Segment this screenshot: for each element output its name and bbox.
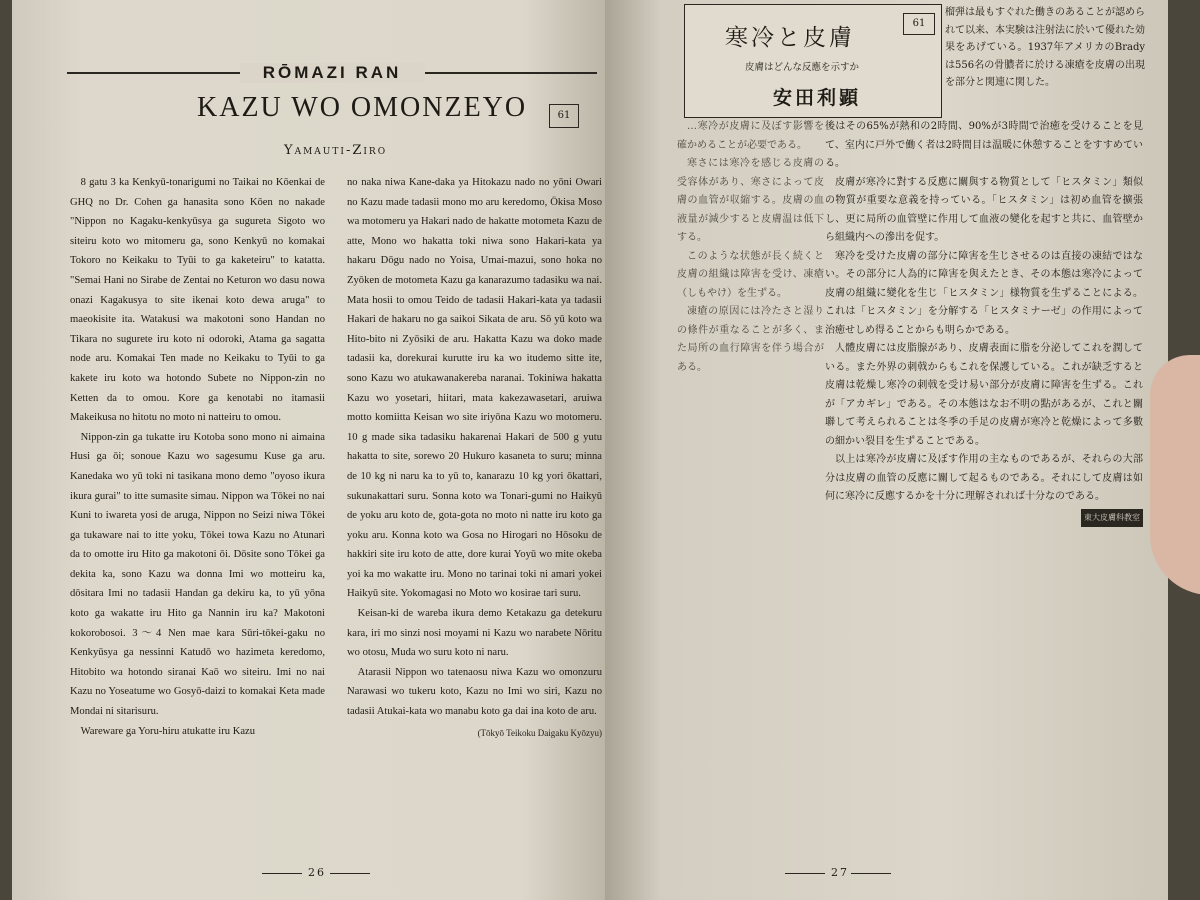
paragraph: Keisan-ki de wareba ikura demo Ketakazu ga detekuru kara, iri mo sinzi nosi moyami ni Kazu wo narabete Nōritu wo otosu, Muda wo suru koto ni naru. — [347, 608, 602, 659]
folio-dash — [330, 873, 370, 874]
paragraph: Nippon-zin ga tukatte iru Kotoba sono mono ni aimaina Husi ga ōi; sonoue Kazu wo sagesumu Kuse ga aru. Kanedaka wo yū toki ni tasikana mono demo "oyoso ikura ikura gurai" to itte sumasite simau. Nippon wa Tōkei no nai Kuni to iwareta yosi de aruga, Nippon no Seizi niwa Tōkei ga tukaware nai to itte yoku, Tōkei towa Kazu no Atunari da to omotte iru Hito ga makotoni ōi. Dōsite sono Tōkei ga dekita ka, sono Kazu wa donna Imi wo motteiru ka, dōsitara Imi no tadasii Handan ga dekiru ka, to yū yōna koto ga wakatte iru Hito ga Nannin iru ka? Makotoni kokorobosoi. 3～4 Nen mae kara Sūri-tōkei-gaku no Kenkyūsya ga nessinni Katudō wo hazimeta keredomo, Hitobito wa hotondo siranai Kaō wo siteiru. Imi no nai Kazu no Yoseatume wo Gosyō-daizi to komakai Keta made Mondai ni sitarisuru. — [70, 431, 325, 718]
article-title: KAZU WO OMONZEYO — [197, 92, 528, 123]
paragraph: Wareware ga Yoru-hiru atukatte iru Kazu — [80, 725, 256, 737]
title-box — [684, 4, 942, 118]
text-column-2 — [347, 173, 602, 740]
folio-dash — [851, 873, 891, 874]
text-column-left — [677, 118, 824, 377]
paragraph: Atarasii Nippon wo tatenaosu niwa Kazu wo omonzuru Narawasi wo tukeru koto, Kazu no Imi wo siri, Kazu no tadasii Atukai-kata wo manabu koto ga dai ina koto de aru. — [347, 666, 602, 718]
article-title: 寒冷と皮膚 — [725, 25, 855, 51]
paragraph: 人體皮膚には皮脂腺があり、皮膚表面に脂を分泌してこれを潤している。また外界の刺戟からもこれを保護している。これが缺乏すると皮膚は乾燥し寒冷の刺戟を受け易い部分が皮膚に障害を生ずる。これが「アカギレ」である。その本態はなお不明の點があるが、これと關聯して考えられることは冬季の手足の皮膚が寒冷と乾燥によって多數の細かい裂目を生ずることである。 — [825, 343, 1143, 447]
paragraph: 寒さには寒冷を感じる皮膚の受容体があり、寒さによって皮膚の血管が収縮する。皮膚の血液量が減少すると皮膚温は低下する。 — [677, 158, 824, 243]
folio-dash — [785, 873, 825, 874]
author: Yamauti-Ziro — [284, 143, 388, 158]
paragraph: 凍瘡の原因には冷たさと湿りの條件が重なることが多く、また局所の血行障害を伴う場合がある。 — [677, 306, 824, 373]
thumb — [1150, 355, 1200, 595]
left-page — [12, 0, 612, 900]
paragraph: no naka niwa Kane-daka ya Hitokazu nado no yōni Owari no Kazu made tadasii mono mo aru keredomo, Ökisa Moso wa motomeru ya Hakari nado de hakatte motometa Kazu de atte, Mono wo hakatta toki niwa sono Hakari-kata ya hakaru Dōgu nado no Yoisa, Umai-mazui, sono hoka no Zyōken de motometa Kazu ga kanarazumo tadasiku wa nai. Mata hosii to omou Teido de tadasii Hakari-kata ya tadasii Hakari de hakaru no ga saikoi Sikata de aru. Sō yū koto wa Hito-bito ni Zyōsiki de aru. Hakatta Kazu wa doko made tadasii ka, dorekurai kurutte iru ka wo itudemo sitte ite, sono Kazu wo atukawanakereba naranai. Tokiniwa hakatta Kazu wo yosetari, hiitari, mata kakezawasetari, aruiwa motto komiitta Keisan wo site iriyōna Kazu wo motomeru. 10 g made sika tadasiku hakarenai Hakari de 500 g yutu hakatta to site, sorewo 20 Hukuro kasaneta to suru; minna de 10 kg ni naru ka to yū to, kanarazu 10 kg yori ōkattari, sukunakattari suru. Sonna koto wa Tonari-gumi no Haikyū de yoku aru koto de, gota-gota no moto ni natte iru koto ga yoku aru. Konna koto wa Gosa no Hirogari no Hōsoku de hakkiri site iru koto de atte, dore kurai Yoyū wo mite okeba yoi ka mo wakatte iru. Mono no tarinai toki ni amari yokei Haikyū site. Yokomagasi no Moto wo kosirae tari suru. — [347, 177, 602, 600]
paragraph: 寒冷を受けた皮膚の部分に障害を生じさせるのは直接の凍結ではない。その部分に人為的に障害を與えたとき、その本態は寒冷によって皮膚の組織に變化を生じ「ヒスタミン」様物質を生ずることによる。これは「ヒスタミン」を分解する「ヒスタミナーゼ」の作用によって治癒せしめ得ることからも明らかである。 — [825, 250, 1143, 336]
paragraph: …寒冷が皮膚に及ぼす影響を確かめることが必要である。 — [677, 121, 824, 151]
page-number: 27 — [831, 866, 849, 879]
paragraph: 皮膚が寒冷に對する反應に關與する物質として「ヒスタミン」類似の物質が重要な意義を持っている。「ヒスタミン」は初め血管を擴張し、更に局所の血管壁に作用して血液の變化を起すと共に、血管壁から組織内への滲出を促す。 — [825, 176, 1143, 243]
page-number: 26 — [308, 866, 326, 879]
paragraph: 8 gatu 3 ka Kenkyū-tonarigumi no Taikai no Kōenkai de GHQ no Dr. Cohen ga hanasita sono Kōen no nakade "Nippon no Kagaku-kenkyūsya ga sugureta Sigoto wo siteiru koto wo mitomeru ga, sono Kenkyū no komakai Tokoro no Keikaku to Tyūi to ga kaketeiru" to katatta. "Semai Hani no Sirabe de Zentai no Keturon wo dasu nowa onazi Kagakusya to site ikenai koto dewa aruga" to maeokisite ita. Watakusi wa makotoni sono Handan no Tikara no sugurete iru koto ni odoroki, Atama ga sagatta node aru. Komakai Ten made no Keikaku to Tyūi to ga kakete iru koto wa hotondo Subete no Nippon-zin no Ketten da to omou. Kore ga kenotabi no itamasii Makeikusa no hitotu no moto ni natteiru to omou. — [70, 177, 325, 424]
source-note: 東大皮膚科教室 — [1081, 509, 1143, 528]
paragraph: 榴弾は最もすぐれた働きのあることが認められて以来、本実験は注射法に於いて優れた効果をあげている。1937年アメリカのBrady は556名の骨膿者に於ける凍瘡を皮膚の出現を部分と関連に関した。 — [945, 7, 1145, 88]
subtitle: 皮膚はどんな反應を示すか — [745, 62, 860, 73]
paragraph: このような状態が長く続くと皮膚の組織は障害を受け、凍瘡（しもやけ）を生ずる。 — [677, 250, 824, 299]
author: 安田利顕 — [773, 87, 862, 109]
article-number: 61 — [903, 13, 935, 35]
right-page — [605, 0, 1168, 900]
paragraph: 以上は寒冷が皮膚に及ぼす作用の主なものであるが、それらの大部分は皮膚の血管の反應に關して起るものである。それにして皮膚は如何に寒冷に反應するかを十分に理解されれば十分なのである。 — [825, 454, 1143, 502]
text-column-right — [825, 118, 1143, 527]
text-column-1 — [70, 173, 325, 741]
article-number: 61 — [549, 104, 579, 128]
paragraph: 後はその65%が熱和の2時間、90%が3時間で治癒を受けることを見て、室内に戸外で働く者は2時間目は温暖に休憩することをすすめている。 — [825, 121, 1143, 169]
running-head-label: RŌMAZI RAN — [240, 63, 425, 83]
running-head — [67, 63, 597, 83]
attribution: (Tōkyō Teikoku Daigaku Kyōzyu) — [477, 727, 602, 738]
folio-dash — [262, 873, 302, 874]
text-column-top — [945, 4, 1145, 92]
